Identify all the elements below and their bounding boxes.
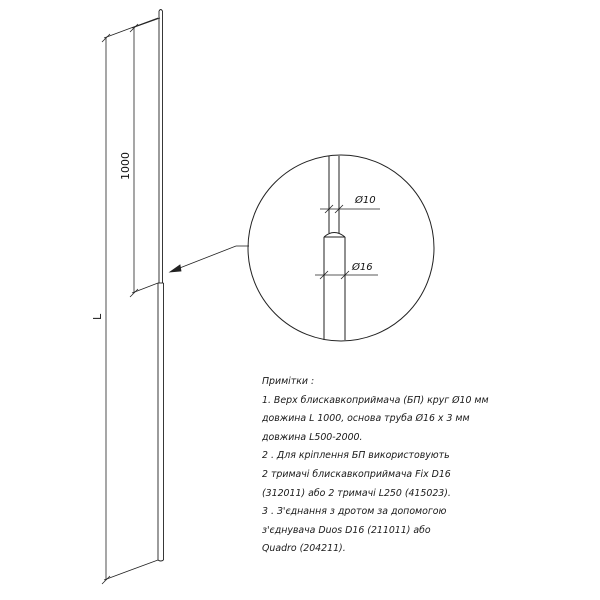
rod-top-tip [159, 10, 163, 12]
notes-line: з'єднувача Duos D16 (211011) або [262, 524, 431, 536]
notes-line: (312011) або 2 тримачі L250 (415023). [262, 487, 451, 499]
dimension-L-label: L [91, 313, 104, 320]
notes-line: 1. Верх блискавкоприймача (БП) круг Ø10 мм [262, 394, 489, 406]
tube-bottom [158, 560, 164, 561]
notes-title: Примітки : [262, 376, 315, 387]
notes-line: 2 тримачі блискавкоприймача Fix D16 [262, 468, 451, 480]
detail-tube-top [324, 233, 345, 238]
ext-line-L-bottom [104, 560, 158, 580]
notes-line: довжина L 1000, основа труба Ø16 х 3 мм [262, 413, 470, 425]
notes-line: 2 . Для кріплення БП використовують [262, 450, 450, 462]
notes-line: довжина L500-2000. [262, 431, 363, 443]
dimension-1000 [130, 18, 160, 297]
ext-line-L-top [104, 18, 158, 38]
leader-arrowhead [170, 265, 181, 272]
detail-circle [248, 155, 434, 341]
dimension-d10-label: Ø10 [355, 195, 376, 206]
dimension-L [102, 18, 158, 584]
dimension-d16-label: Ø16 [352, 262, 373, 273]
rod [158, 10, 164, 562]
notes-block [262, 373, 562, 559]
notes-line: Quadro (204211). [262, 543, 346, 555]
dimension-1000-label: 1000 [119, 152, 132, 180]
detail-leader [170, 246, 249, 272]
leader-line [172, 246, 236, 271]
detail-view [248, 155, 434, 341]
notes-line: 3 . З'єднання з дротом за допомогою [262, 506, 447, 518]
